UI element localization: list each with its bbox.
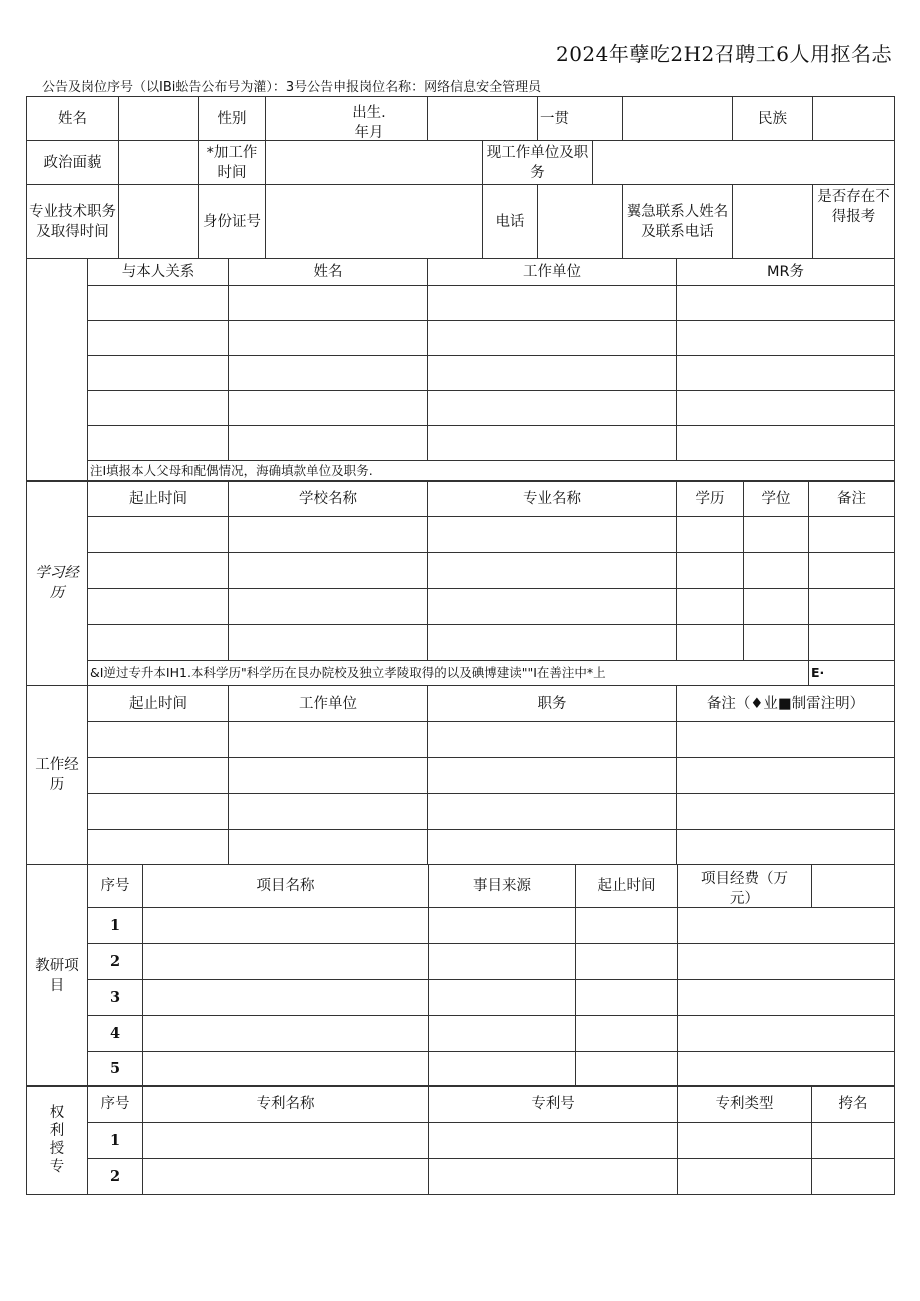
notice-line: 公告及岗位序号（以IBi蚣告公布号为灌）：3号公告申报岗位名称：网络信息安全管理员 — [42, 80, 542, 95]
form-title: 2024年孽吃2H2召聘工6人用抠名忐 — [555, 42, 892, 66]
family-header: 姓名 — [229, 259, 428, 286]
study-cell[interactable] — [744, 589, 809, 625]
research-cell[interactable] — [143, 980, 429, 1016]
research-cell[interactable] — [576, 1052, 678, 1087]
research-header: 事目来源 — [429, 865, 576, 908]
family-cell[interactable] — [677, 356, 895, 391]
patent-header: 专利类型 — [678, 1086, 812, 1123]
family-cell[interactable] — [428, 356, 677, 391]
work-cell[interactable] — [229, 758, 428, 794]
research-cell[interactable] — [678, 908, 895, 944]
study-header: 学位 — [744, 481, 809, 517]
family-cell[interactable] — [229, 391, 428, 426]
family-cell[interactable] — [677, 321, 895, 356]
family-cell[interactable] — [428, 391, 677, 426]
study-section-label: 学习经历 — [27, 481, 88, 686]
study-cell[interactable] — [809, 517, 895, 553]
family-cell[interactable] — [88, 391, 229, 426]
work-cell[interactable] — [88, 758, 229, 794]
work-header: 工作单位 — [229, 686, 428, 722]
patent-cell[interactable] — [143, 1159, 429, 1195]
work-cell[interactable] — [229, 722, 428, 758]
research-cell[interactable] — [678, 980, 895, 1016]
research-cell[interactable] — [678, 944, 895, 980]
family-cell[interactable] — [229, 356, 428, 391]
study-cell[interactable] — [744, 625, 809, 661]
research-cell[interactable] — [678, 1016, 895, 1052]
study-cell[interactable] — [809, 589, 895, 625]
study-note: &I逆过专升本IH1.本科学历"科学历在艮办院校及独立孝陵取得的以及碘博建读""I在善注中*上 — [88, 661, 809, 686]
work-header: 起止时间 — [88, 686, 229, 722]
patent-cell[interactable] — [812, 1123, 895, 1159]
work-cell[interactable] — [88, 794, 229, 830]
research-cell[interactable] — [429, 1016, 576, 1052]
family-cell[interactable] — [88, 286, 229, 321]
study-header: 学历 — [677, 481, 744, 517]
study-cell[interactable] — [744, 553, 809, 589]
work-header: 备注（♦业■制雷注明） — [677, 686, 895, 722]
patent-header: 专利名称 — [143, 1086, 429, 1123]
family-note: 注I填报本人父母和配偶情况，海确填款单位及职务. — [88, 461, 895, 482]
patent-cell[interactable] — [678, 1159, 812, 1195]
family-cell[interactable] — [88, 321, 229, 356]
family-cell[interactable] — [88, 356, 229, 391]
family-header: 与本人关系 — [88, 259, 229, 286]
research-cell[interactable] — [143, 1052, 429, 1087]
research-cell[interactable] — [143, 944, 429, 980]
field-phone[interactable] — [538, 185, 623, 259]
field-birth[interactable] — [428, 97, 538, 141]
study-cell[interactable] — [229, 625, 428, 661]
field-title-time[interactable] — [119, 185, 199, 259]
research-cell[interactable] — [143, 908, 429, 944]
work-table — [26, 685, 895, 865]
field-emergency[interactable] — [733, 185, 813, 259]
patent-cell[interactable] — [143, 1123, 429, 1159]
study-cell[interactable] — [809, 625, 895, 661]
study-cell[interactable] — [428, 553, 677, 589]
family-header: MR务 — [677, 259, 895, 286]
family-cell[interactable] — [677, 391, 895, 426]
study-cell[interactable] — [677, 517, 744, 553]
work-cell[interactable] — [428, 830, 677, 865]
study-cell[interactable] — [809, 553, 895, 589]
study-cell[interactable] — [229, 517, 428, 553]
research-row-number: 2 — [88, 944, 143, 980]
research-cell[interactable] — [429, 1052, 576, 1087]
label-political: 政治面藐 — [27, 141, 119, 185]
patent-cell[interactable] — [429, 1123, 678, 1159]
label-work-start: *加工作时间 — [199, 141, 266, 185]
family-cell[interactable] — [229, 321, 428, 356]
label-gender: 性别 — [199, 97, 266, 141]
work-cell[interactable] — [677, 758, 895, 794]
study-cell[interactable] — [88, 553, 229, 589]
work-section-label: 工作经历 — [27, 686, 88, 865]
basic-info-table — [26, 96, 895, 259]
research-row-number: 4 — [88, 1016, 143, 1052]
field-political[interactable] — [119, 141, 199, 185]
research-row-number: 5 — [88, 1052, 143, 1087]
research-cell[interactable] — [812, 865, 895, 908]
study-cell[interactable] — [428, 625, 677, 661]
family-header: 工作单位 — [428, 259, 677, 286]
patent-header: 专利号 — [429, 1086, 678, 1123]
study-cell[interactable] — [88, 517, 229, 553]
label-ethnicity: 民族 — [733, 97, 813, 141]
research-row-number: 3 — [88, 980, 143, 1016]
field-native[interactable] — [623, 97, 733, 141]
label-native: 一贯 — [538, 97, 623, 141]
research-cell[interactable] — [576, 944, 678, 980]
patent-cell[interactable] — [678, 1123, 812, 1159]
research-section-label: 教研项目 — [27, 865, 88, 1087]
field-current-unit[interactable] — [593, 141, 895, 185]
patent-row-number: 2 — [88, 1159, 143, 1195]
field-ethnicity[interactable] — [813, 97, 895, 141]
label-emergency: 翼急联系人姓名及联系电话 — [623, 185, 733, 259]
patent-header: 挎名 — [812, 1086, 895, 1123]
patent-cell[interactable] — [812, 1159, 895, 1195]
research-cell[interactable] — [143, 1016, 429, 1052]
label-restricted: 是否存在不得报考 — [813, 185, 895, 259]
patent-table — [26, 1085, 895, 1195]
family-cell[interactable] — [677, 286, 895, 321]
label-id: 身份证号 — [199, 185, 266, 259]
work-cell[interactable] — [677, 722, 895, 758]
family-cell[interactable] — [88, 426, 229, 461]
study-cell[interactable] — [677, 553, 744, 589]
study-header: 起止时间 — [88, 481, 229, 517]
research-header: 起止时间 — [576, 865, 678, 908]
research-cell[interactable] — [678, 1052, 895, 1087]
study-cell[interactable] — [677, 589, 744, 625]
study-cell[interactable] — [88, 589, 229, 625]
label-phone: 电话 — [483, 185, 538, 259]
label-birth: 出生.年月 — [352, 104, 386, 139]
study-note-tail: E· — [809, 661, 895, 686]
study-header: 备注 — [809, 481, 895, 517]
study-cell[interactable] — [229, 589, 428, 625]
work-cell[interactable] — [229, 830, 428, 865]
work-cell[interactable] — [428, 722, 677, 758]
field-work-start[interactable] — [266, 141, 483, 185]
family-cell[interactable] — [229, 426, 428, 461]
research-header: 序号 — [88, 865, 143, 908]
work-cell[interactable] — [88, 830, 229, 865]
family-cell[interactable] — [677, 426, 895, 461]
research-cell[interactable] — [429, 944, 576, 980]
family-section-label — [27, 259, 88, 482]
research-cell[interactable] — [576, 980, 678, 1016]
work-header: 职务 — [428, 686, 677, 722]
study-cell[interactable] — [428, 589, 677, 625]
family-cell[interactable] — [428, 286, 677, 321]
patent-section-label: 权利授专 — [27, 1086, 88, 1195]
study-cell[interactable] — [744, 517, 809, 553]
patent-cell[interactable] — [429, 1159, 678, 1195]
work-cell[interactable] — [88, 722, 229, 758]
study-cell[interactable] — [428, 517, 677, 553]
study-cell[interactable] — [229, 553, 428, 589]
family-cell[interactable] — [229, 286, 428, 321]
work-cell[interactable] — [428, 758, 677, 794]
label-name: 姓名 — [27, 97, 119, 141]
study-table — [26, 480, 895, 686]
patent-header: 序号 — [88, 1086, 143, 1123]
research-table — [26, 864, 895, 1087]
work-cell[interactable] — [229, 794, 428, 830]
research-cell[interactable] — [429, 908, 576, 944]
research-cell[interactable] — [429, 980, 576, 1016]
study-header: 专业名称 — [428, 481, 677, 517]
field-id[interactable] — [266, 185, 483, 259]
patent-row-number: 1 — [88, 1123, 143, 1159]
research-header: 项目经费（万元） — [701, 871, 788, 907]
research-cell[interactable] — [576, 1016, 678, 1052]
label-current-unit: 现工作单位及职务 — [483, 141, 593, 185]
family-table — [26, 258, 895, 482]
research-header: 项目名称 — [143, 865, 429, 908]
work-cell[interactable] — [428, 794, 677, 830]
label-title-time: 专业技术职务及取得时间 — [27, 185, 119, 259]
work-cell[interactable] — [677, 794, 895, 830]
study-header: 学校名称 — [229, 481, 428, 517]
research-row-number: 1 — [88, 908, 143, 944]
field-name[interactable] — [119, 97, 199, 141]
family-cell[interactable] — [428, 426, 677, 461]
family-cell[interactable] — [428, 321, 677, 356]
work-cell[interactable] — [677, 830, 895, 865]
study-cell[interactable] — [88, 625, 229, 661]
research-cell[interactable] — [576, 908, 678, 944]
study-cell[interactable] — [677, 625, 744, 661]
